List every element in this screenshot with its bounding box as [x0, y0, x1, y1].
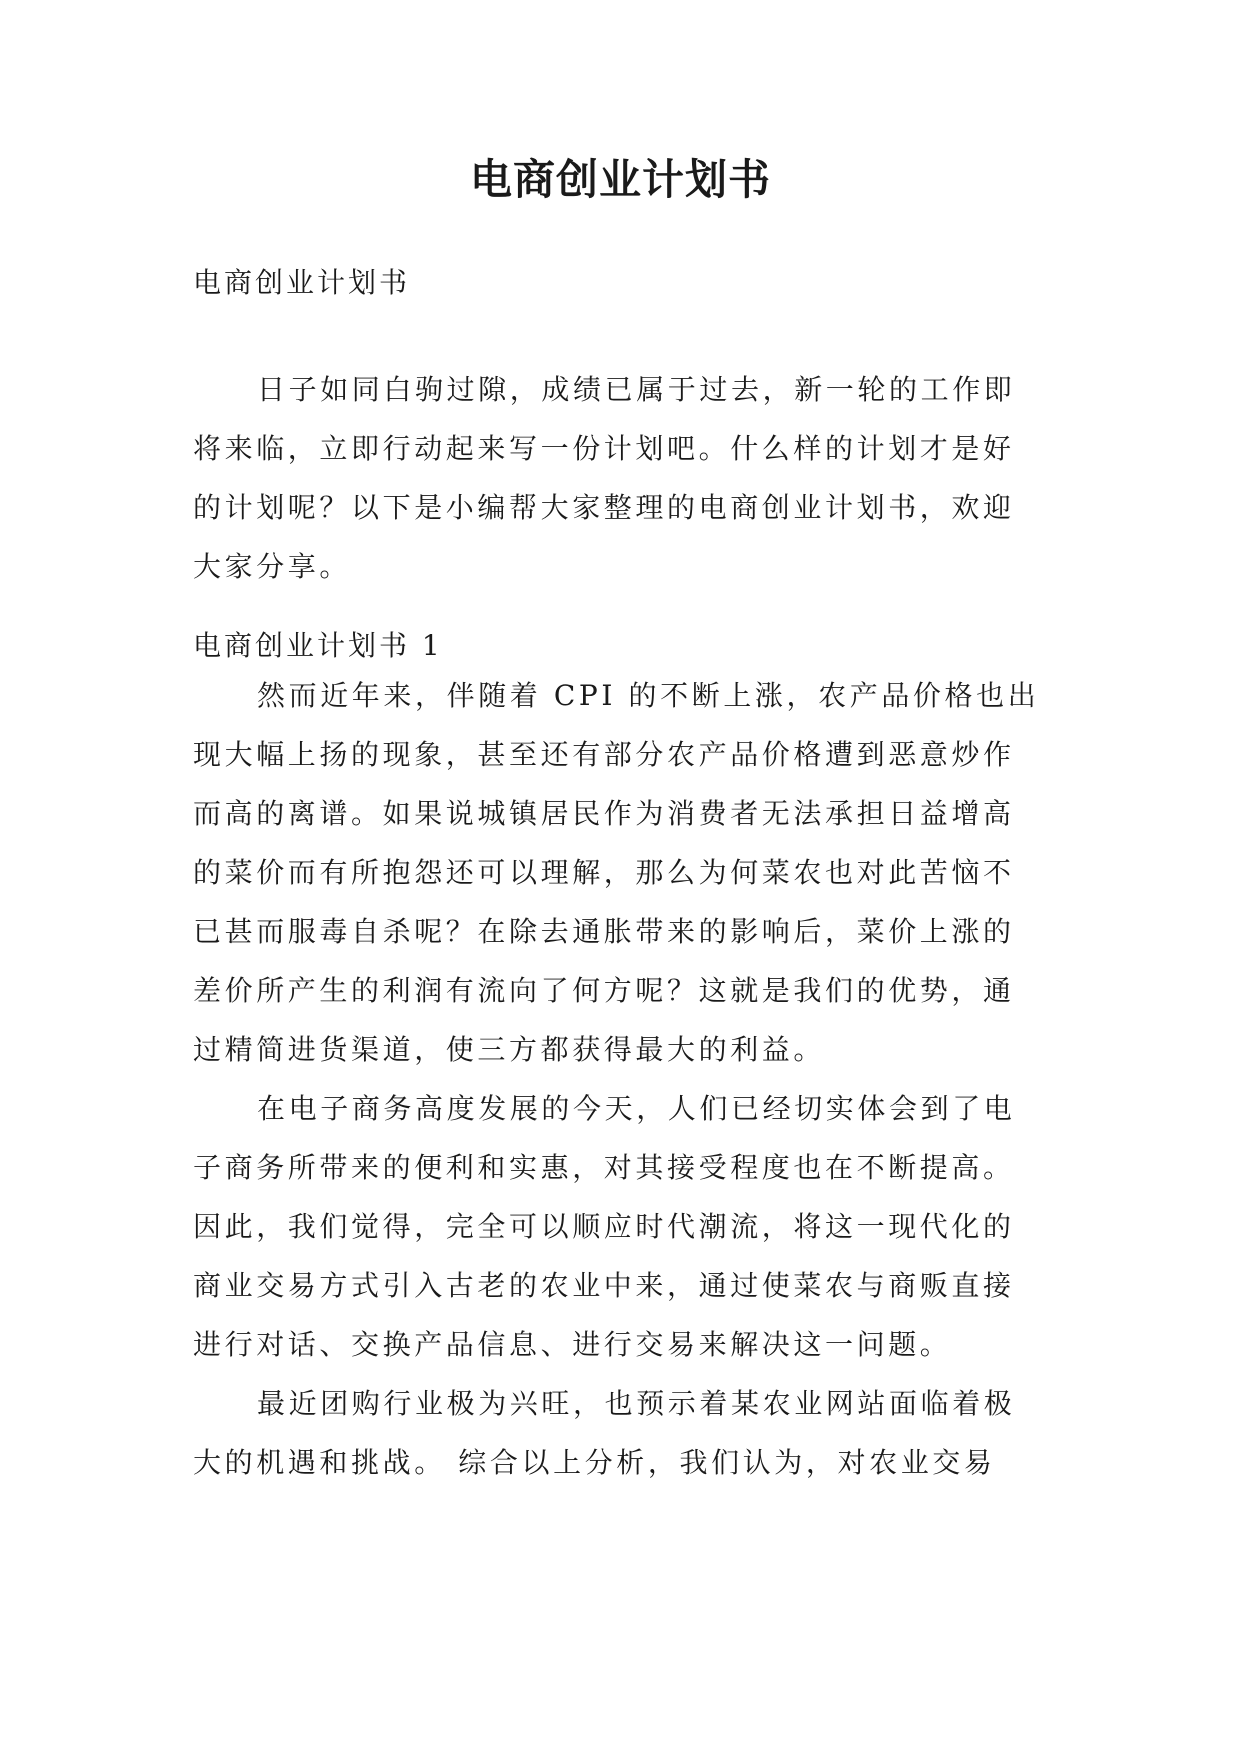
paragraph-line: 大的机遇和挑战。 综合以上分析，我们认为，对农业交易 — [193, 1446, 996, 1479]
paragraph-line: 已甚而服毒自杀呢？在除去通胀带来的影响后，菜价上涨的 — [193, 915, 1015, 948]
paragraph-line: 商业交易方式引入古老的农业中来，通过使菜农与商贩直接 — [193, 1269, 1015, 1302]
section1-paragraph-2 — [193, 1079, 1053, 1374]
paragraph-line: 因此，我们觉得，完全可以顺应时代潮流，将这一现代化的 — [193, 1210, 1015, 1243]
paragraph-line: 将来临，立即行动起来写一份计划吧。什么样的计划才是好 — [193, 432, 1015, 465]
paragraph-line: 的菜价而有所抱怨还可以理解，那么为何菜农也对此苦恼不 — [193, 856, 1015, 889]
paragraph-line: 现大幅上扬的现象，甚至还有部分农产品价格遭到恶意炒作 — [193, 738, 1015, 771]
paragraph-line: 日子如同白驹过隙，成绩已属于过去，新一轮的工作即 — [257, 373, 1016, 406]
document-title: 电商创业计划书 — [469, 155, 771, 204]
paragraph-line: 进行对话、交换产品信息、进行交易来解决这一问题。 — [193, 1328, 952, 1361]
paragraph-line: 大家分享。 — [193, 550, 352, 583]
section1-paragraph-1 — [193, 666, 1053, 1079]
paragraph-line: 最近团购行业极为兴旺，也预示着某农业网站面临着极 — [257, 1387, 1016, 1420]
paragraph-line: 的计划呢？以下是小编帮大家整理的电商创业计划书，欢迎 — [193, 491, 1015, 524]
paragraph-line: 差价所产生的利润有流向了何方呢？这就是我们的优势，通 — [193, 974, 1015, 1007]
paragraph-line: 子商务所带来的便利和实惠，对其接受程度也在不断提高。 — [193, 1151, 1015, 1184]
section-heading: 电商创业计划书 1 — [193, 629, 443, 662]
paragraph-line: 过精简进货渠道，使三方都获得最大的利益。 — [193, 1033, 826, 1066]
paragraph-line: 然而近年来，伴随着 CPI 的不断上涨，农产品价格也出 — [257, 679, 1040, 712]
document-subtitle: 电商创业计划书 — [193, 266, 411, 299]
section1-paragraph-3 — [193, 1374, 1053, 1492]
intro-paragraph — [193, 360, 1053, 596]
paragraph-line: 在电子商务高度发展的今天，人们已经切实体会到了电 — [257, 1092, 1016, 1125]
paragraph-line: 而高的离谱。如果说城镇居民作为消费者无法承担日益增高 — [193, 797, 1015, 830]
